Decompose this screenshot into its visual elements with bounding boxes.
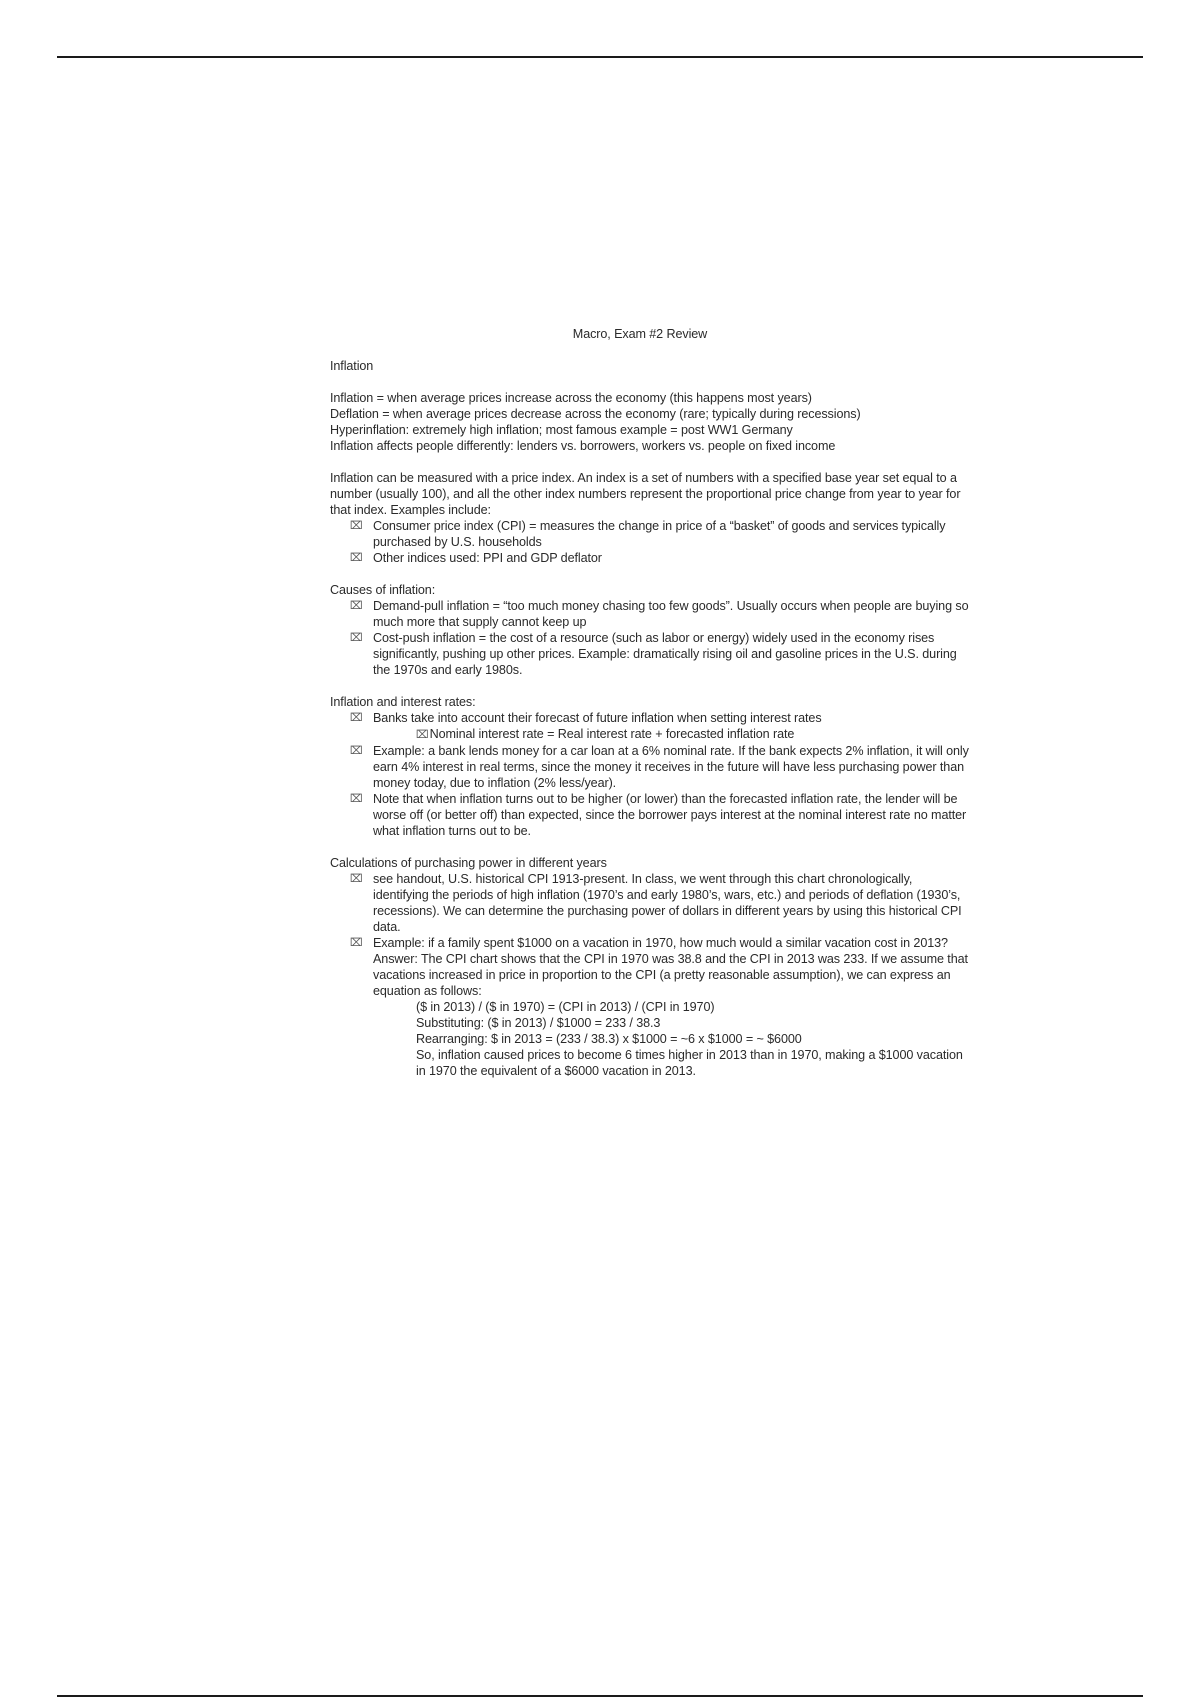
list-item: [330, 598, 970, 630]
list-item: [330, 550, 970, 566]
price-index-intro: Inflation can be measured with a price index. An index is a set of numbers with a specified base year set equal to a number (usually 100), and all the other index numbers represent the proportional price change from year to year for that index. Examples include:: [330, 471, 961, 517]
purchasing-power-block: [330, 855, 970, 1079]
list-item: [330, 935, 970, 999]
bullet-text: Other indices used: PPI and GDP deflator: [373, 551, 602, 565]
bullet-text: Consumer price index (CPI) = measures the change in price of a “basket” of goods and services typically purchased by U.S. households: [373, 519, 946, 549]
bullet-icon: ⌧: [350, 632, 363, 644]
interest-heading: Inflation and interest rates:: [330, 695, 476, 709]
bullet-text: see handout, U.S. historical CPI 1913-present. In class, we went through this chart chronologically, identifying the periods of high inflation (1970’s and early 1980’s, wars, etc.) and periods of deflation (1930’s, recessions). We can determine the purchasing power of dollars in different years by using this historical CPI data.: [373, 872, 962, 934]
bullet-text: Example: a bank lends money for a car loan at a 6% nominal rate. If the bank expects 2% inflation, it will only earn 4% interest in real terms, since the money it receives in the future will have less purchasing power than money today, due to inflation (2% less/year).: [373, 744, 969, 790]
definition-hyperinflation: Hyperinflation: extremely high inflation; most famous example = post WW1 Germany: [330, 423, 793, 437]
bullet-icon: ⌧: [350, 552, 363, 564]
definitions-block: [330, 390, 970, 454]
bullet-icon: ⌧: [350, 793, 363, 805]
bullet-icon: ⌧: [350, 937, 363, 949]
list-item: [330, 743, 970, 791]
purchasing-heading: Calculations of purchasing power in different years: [330, 856, 607, 870]
bullet-icon: ⌧: [350, 712, 363, 724]
list-item: [330, 518, 970, 550]
sub-bullet-icon: ⌧: [416, 729, 429, 741]
bullet-icon: ⌧: [350, 520, 363, 532]
bullet-icon: ⌧: [350, 745, 363, 757]
causes-heading: Causes of inflation:: [330, 583, 436, 597]
bullet-text: Note that when inflation turns out to be higher (or lower) than the forecasted inflation rate, the lender will be worse off (or better off) than expected, since the borrower pays interest at the nominal interest rate no matter what inflation turns out to be.: [373, 792, 967, 838]
calculation-conclusion: So, inflation caused prices to become 6 times higher in 2013 than in 1970, making a $1000 vacation in 1970 the equivalent of a $6000 vacation in 2013.: [416, 1048, 963, 1078]
bullet-icon: ⌧: [350, 873, 363, 885]
list-item: [330, 710, 970, 726]
definition-effects: Inflation affects people differently: lenders vs. borrowers, workers vs. people on fixed income: [330, 439, 836, 453]
bullet-text: Example: if a family spent $1000 on a vacation in 1970, how much would a similar vacation cost in 2013? Answer: The CPI chart shows that the CPI in 1970 was 38.8 and the CPI in 2013 was 233. If we assume that vacations increased in price in proportion to the CPI (a pretty reasonable assumption), we can express an equation as follows:: [373, 936, 968, 998]
section-heading-inflation: Inflation: [330, 359, 374, 373]
price-index-block: [330, 470, 970, 566]
calculation-line: Substituting: ($ in 2013) / $1000 = 233 / 38.3: [416, 1016, 661, 1030]
calculation-line: ($ in 2013) / ($ in 1970) = (CPI in 2013) / (CPI in 1970): [416, 1000, 715, 1014]
sub-list-item: [330, 726, 970, 743]
bullet-text: Cost-push inflation = the cost of a resource (such as labor or energy) widely used in the economy rises significantly, pushing up other prices. Example: dramatically rising oil and gasoline prices in the U.S. during the 1970s and early 1980s.: [373, 631, 957, 677]
definition-inflation: Inflation = when average prices increase across the economy (this happens most years): [330, 391, 812, 405]
document-page: [330, 326, 970, 1095]
top-rule: [57, 56, 1143, 58]
definition-deflation: Deflation = when average prices decrease across the economy (rare; typically during recessions): [330, 407, 861, 421]
list-item: [330, 630, 970, 678]
bullet-text: Banks take into account their forecast of future inflation when setting interest rates: [373, 711, 822, 725]
document-title: Macro, Exam #2 Review: [572, 327, 708, 341]
sub-bullet-text: Nominal interest rate = Real interest rate + forecasted inflation rate: [429, 727, 795, 741]
calculation-line: Rearranging: $ in 2013 = (233 / 38.3) x $1000 = ~6 x $1000 = ~ $6000: [416, 1032, 802, 1046]
list-item: [330, 791, 970, 839]
interest-block: [330, 694, 970, 839]
list-item: [330, 871, 970, 935]
bottom-rule: [57, 1695, 1143, 1697]
bullet-icon: ⌧: [350, 600, 363, 612]
bullet-text: Demand-pull inflation = “too much money chasing too few goods”. Usually occurs when people are buying so much more that supply cannot keep up: [373, 599, 969, 629]
causes-block: [330, 582, 970, 678]
